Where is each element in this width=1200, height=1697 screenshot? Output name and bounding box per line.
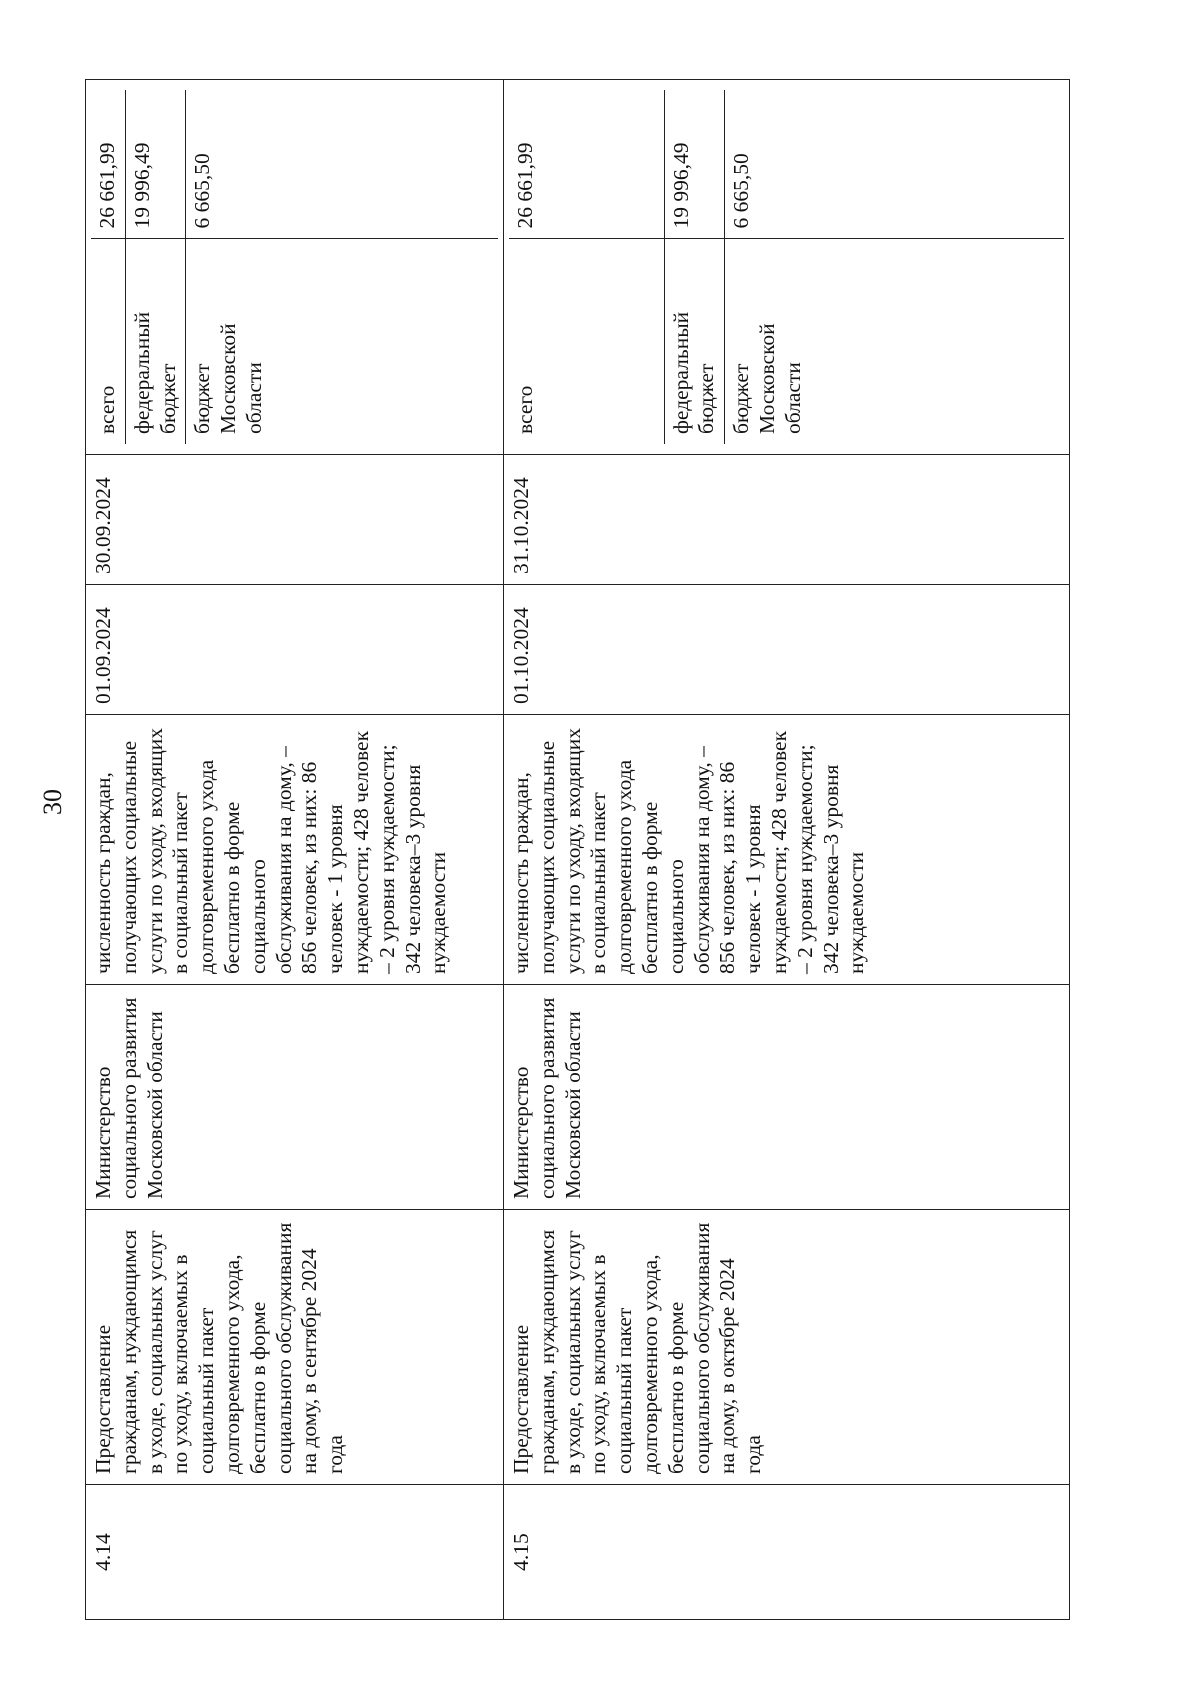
funding-row: [91, 90, 125, 444]
result-description: численность граждан, получающих социальные услуги по уходу, входящих в социальный пакет долговременного ухода бесплатно в форме социального обслуживания на дому, – 856 человек, из них: 86 человек - 1 уровня нуждаемости; 428 человек – 2 уровня нуждаемости; 342 человека–3 уровня нуждаемости: [86, 715, 504, 985]
end-date: 30.09.2024: [86, 455, 504, 585]
funding-table: [509, 90, 1064, 444]
funding-row: [186, 90, 498, 444]
funding-row: [509, 90, 664, 444]
funding-source: федеральный бюджет: [664, 239, 725, 444]
funding-source: бюджет Московской области: [186, 239, 498, 444]
funding-row: [125, 90, 186, 444]
funding-row: [725, 90, 1064, 444]
funding-source: бюджет Московской области: [725, 239, 1064, 444]
funding-amount: 6 665,50: [186, 90, 498, 239]
funding-cell: [86, 80, 504, 455]
funding-source: федеральный бюджет: [125, 239, 186, 444]
event-description: Предоставление гражданам, нуждающимся в уходе, социальных услуг по уходу, включаемых в социальный пакет долговременного ухода, бесплатно в форме социального обслуживания на дому, в октябре 2024 года: [504, 1210, 1070, 1485]
funding-source: всего: [95, 385, 119, 434]
end-date: 31.10.2024: [504, 455, 1070, 585]
funding-table: [91, 90, 498, 444]
funding-row: [664, 90, 725, 444]
funding-amount: 26 661,99: [509, 90, 664, 239]
funding-amount: 19 996,49: [664, 90, 725, 239]
table-row: [86, 80, 504, 1620]
funding-amount: 26 661,99: [91, 90, 125, 239]
start-date: 01.09.2024: [86, 585, 504, 715]
executor: Министерство социального развития Московской области: [86, 985, 504, 1210]
row-number: 4.14: [86, 1485, 504, 1620]
funding-source: всего: [513, 385, 537, 434]
funding-amount: 19 996,49: [125, 90, 186, 239]
executor: Министерство социального развития Московской области: [504, 985, 1070, 1210]
result-description: численность граждан, получающих социальные услуги по уходу, входящих в социальный пакет долговременного ухода бесплатно в форме социального обслуживания на дому, – 856 человек, из них: 86 человек - 1 уровня нуждаемости; 428 человек – 2 уровня нуждаемости; 342 человека–3 уровня нуждаемости: [504, 715, 1070, 985]
table-row: [504, 80, 1070, 1620]
start-date: 01.10.2024: [504, 585, 1070, 715]
funding-cell: [504, 80, 1070, 455]
row-number: 4.15: [504, 1485, 1070, 1620]
document-table-rotated: [85, 80, 1070, 1620]
page-number: 30: [38, 789, 67, 815]
event-description: Предоставление гражданам, нуждающимся в уходе, социальных услуг по уходу, включаемых в социальный пакет долговременного ухода, бесплатно в форме социального обслуживания на дому, в сентябре 2024 года: [86, 1210, 504, 1485]
measures-table: [85, 79, 1070, 1620]
funding-amount: 6 665,50: [725, 90, 1064, 239]
